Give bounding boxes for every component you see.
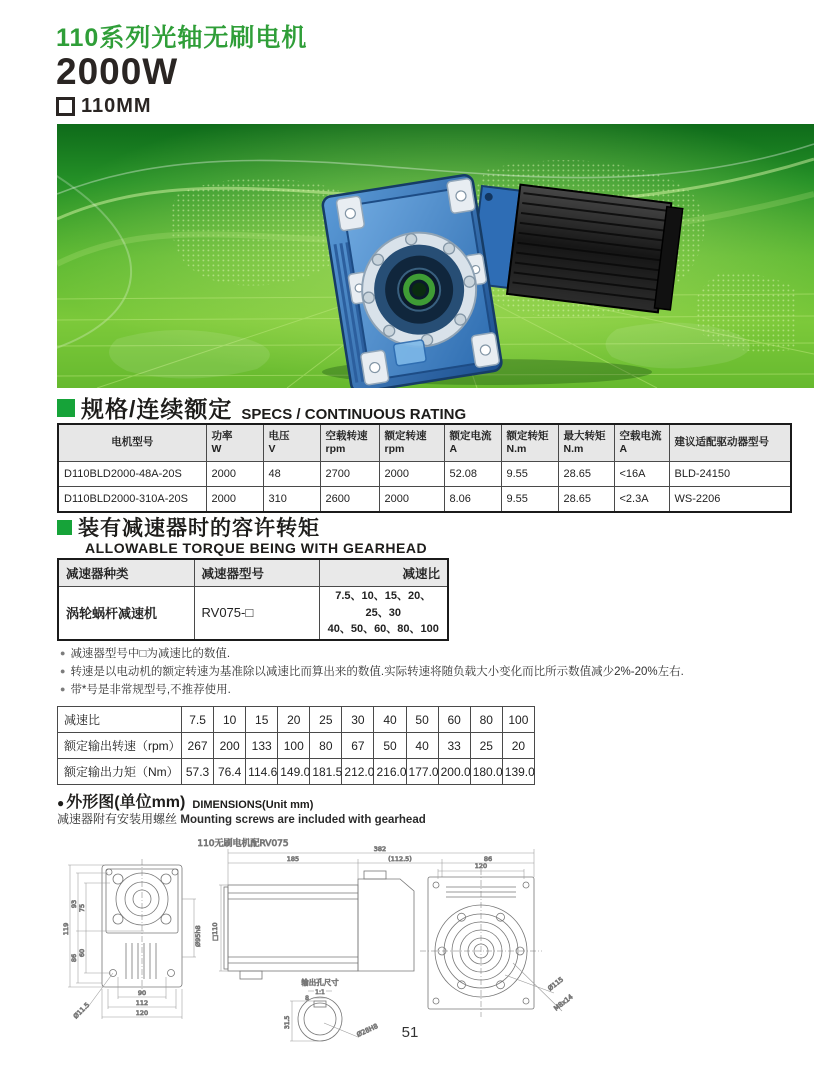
front-view xyxy=(62,859,202,1020)
bullet-icon: ● xyxy=(60,648,66,658)
cell-rated-speed: 2000 xyxy=(379,487,444,513)
specs-header-row xyxy=(58,424,791,462)
green-square-icon xyxy=(57,399,75,417)
output-hole-title: 输出孔尺寸 xyxy=(301,978,339,987)
specs-title-cn: 规格/连续额定 xyxy=(81,396,233,422)
cell-noload-current: <16A xyxy=(614,462,669,487)
dim-front-119: 119 xyxy=(62,922,70,936)
square-frame-icon xyxy=(56,97,75,116)
dimensions-title-cn: 外形图(单位mm) xyxy=(66,794,186,811)
notes-list xyxy=(60,645,780,699)
dim-front-90: 90 xyxy=(137,989,147,997)
cell-gear-ratios: 7.5、10、15、20、25、30 40、50、60、80、100 xyxy=(319,587,448,640)
cell-power: 2000 xyxy=(206,462,263,487)
bullet-icon: ● xyxy=(60,666,66,676)
specs-table xyxy=(57,423,792,513)
frame-size-label: 110MM xyxy=(81,94,152,117)
page-header xyxy=(56,24,307,118)
col-noload-current: 空载电流 A xyxy=(614,424,669,462)
dimensions-note: 减速器附有安装用螺丝 Mounting screws are included with gearhead xyxy=(57,812,426,826)
ratio-row: 减速比 7.5 10 15 20 25 30 40 50 60 80 100 xyxy=(58,707,535,733)
gearhead-data-row xyxy=(58,587,448,640)
cell-model: D110BLD2000-48A-20S xyxy=(58,462,206,487)
frame-size-row xyxy=(56,95,307,118)
dim-front-120: 120 xyxy=(135,1009,149,1017)
power-rating-title: 2000W xyxy=(56,50,179,92)
rear-view xyxy=(420,862,574,1017)
cell-power: 2000 xyxy=(206,487,263,513)
cell-gear-type: 涡轮蜗杆减速机 xyxy=(58,587,194,640)
specs-title-en: SPECS / CONTINUOUS RATING xyxy=(241,406,467,423)
dimensions-title-en: DIMENSIONS(Unit mm) xyxy=(192,799,314,811)
col-rated-speed: 额定转速 rpm xyxy=(379,424,444,462)
cell-model: D110BLD2000-310A-20S xyxy=(58,487,206,513)
dim-side-rear: 86 xyxy=(483,855,493,863)
output-hole-scale: 1:1 xyxy=(315,989,325,996)
col-gear-ratio: 减速比 xyxy=(319,559,448,587)
dim-side-square: □110 xyxy=(211,922,219,941)
col-driver-model: 建议适配驱动器型号 xyxy=(669,424,791,462)
bullet-icon: ● xyxy=(60,684,66,694)
cell-rated-torque: 9.55 xyxy=(501,462,558,487)
specs-section-title xyxy=(57,391,466,424)
bullet-icon: ● xyxy=(57,796,65,810)
cell-rated-torque: 9.55 xyxy=(501,487,558,513)
col-rated-torque: 额定转矩 N.m xyxy=(501,424,558,462)
cell-rated-speed: 2000 xyxy=(379,462,444,487)
product-banner-art xyxy=(57,124,814,388)
gearhead-title-en: ALLOWABLE TORQUE BEING WITH GEARHEAD xyxy=(85,540,428,556)
dim-side-mid: (112.5) xyxy=(388,855,412,863)
cell-gear-model: RV075-□ xyxy=(194,587,319,640)
dim-front-93: 93 xyxy=(70,899,78,909)
cell-driver: BLD-24150 xyxy=(669,462,791,487)
product-banner xyxy=(57,124,814,388)
col-noload-speed: 空载转速 rpm xyxy=(320,424,379,462)
gearhead-table xyxy=(57,558,449,641)
row-label-torque: 额定输出力矩（Nm） xyxy=(58,759,182,785)
output-ratio-table xyxy=(57,706,535,785)
dim-front-112: 112 xyxy=(135,999,149,1007)
cell-rated-current: 8.06 xyxy=(444,487,501,513)
dimension-drawing-svg xyxy=(58,835,598,1045)
drawing-title: 110无刷电机配RV075 xyxy=(197,839,289,849)
cell-noload-speed: 2600 xyxy=(320,487,379,513)
gearhead-section-title xyxy=(57,512,320,542)
gearhead-header-row xyxy=(58,559,448,587)
dim-front-spigot: Ø95h8 xyxy=(194,925,202,947)
specs-row-310v xyxy=(58,487,791,513)
cell-noload-current: <2.3A xyxy=(614,487,669,513)
dim-front-hole: Ø11.5 xyxy=(71,1000,92,1021)
cell-voltage: 48 xyxy=(263,462,320,487)
col-motor-model: 电机型号 xyxy=(58,424,206,462)
cell-voltage: 310 xyxy=(263,487,320,513)
dim-rear-120: 120 xyxy=(474,862,488,870)
torque-row: 额定输出力矩（Nm） 57.3 76.4 114.6 149.0 181.5 212.0 216.0 177.0 200.0 180.0 139.0 xyxy=(58,759,535,785)
gearbox-art xyxy=(322,174,503,388)
dim-rear-flange: Ø115 xyxy=(546,975,566,993)
green-square-icon xyxy=(57,520,72,535)
note-item: ● 转速是以电动机的额定转速为基准除以减速比而算出来的数值.实际转速将随负载大小变化而比所示数值减少2%-20%左右. xyxy=(60,663,780,681)
dim-hole-height: 31.5 xyxy=(284,1015,291,1029)
dim-rear-screw: M8x14 xyxy=(552,992,575,1013)
dimension-drawing xyxy=(58,835,598,1050)
note-item: ● 带*号是非常规型号,不推荐使用. xyxy=(60,681,780,699)
dim-front-86: 86 xyxy=(70,953,78,963)
cell-max-torque: 28.65 xyxy=(558,462,614,487)
page-number: 51 xyxy=(401,1024,419,1041)
col-gear-model: 减速器型号 xyxy=(194,559,319,587)
dim-front-60: 60 xyxy=(78,948,86,958)
cell-max-torque: 28.65 xyxy=(558,487,614,513)
cell-noload-speed: 2700 xyxy=(320,462,379,487)
dimensions-heading xyxy=(57,789,313,812)
series-title: 110系列光轴无刷电机 xyxy=(56,24,308,52)
note-item: ● 减速器型号中□为减速比的数值. xyxy=(60,645,780,663)
cell-driver: WS-2206 xyxy=(669,487,791,513)
dim-side-total: 382 xyxy=(373,845,387,853)
dim-bore: Ø28H8 xyxy=(355,1022,380,1039)
speed-row: 额定输出转速（rpm） 267 200 133 100 80 67 50 40 33 25 20 xyxy=(58,733,535,759)
col-power: 功率 W xyxy=(206,424,263,462)
row-label-speed: 额定输出转速（rpm） xyxy=(58,733,182,759)
dim-side-motor: 185 xyxy=(286,855,300,863)
dim-key-width: 8 xyxy=(305,995,309,1002)
dim-front-75: 75 xyxy=(78,903,86,913)
col-gear-type: 减速器种类 xyxy=(58,559,194,587)
output-hole-detail xyxy=(284,977,379,1041)
col-voltage: 电压 V xyxy=(263,424,320,462)
row-label-ratio: 减速比 xyxy=(58,707,182,733)
specs-row-48v xyxy=(58,462,791,487)
col-max-torque: 最大转矩 N.m xyxy=(558,424,614,462)
gearhead-title-cn: 装有减速器时的容许转矩 xyxy=(78,517,320,540)
col-rated-current: 额定电流 A xyxy=(444,424,501,462)
cell-rated-current: 52.08 xyxy=(444,462,501,487)
